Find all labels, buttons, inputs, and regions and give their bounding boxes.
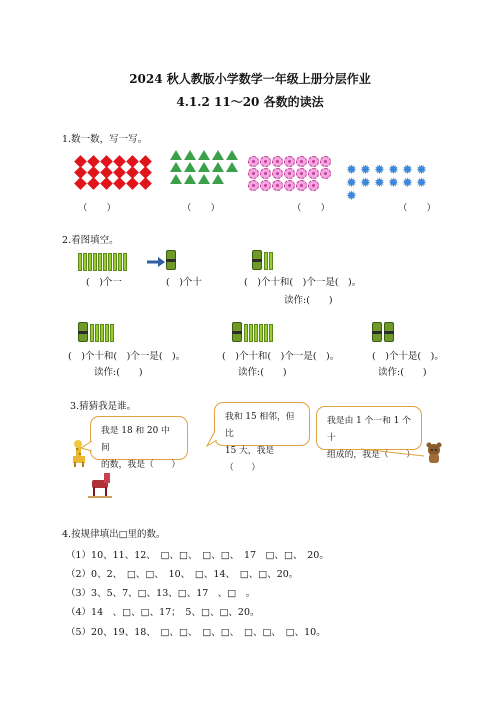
q2-prompt: 2.看图填空。 bbox=[62, 235, 119, 246]
rod-icon bbox=[118, 253, 122, 271]
giraffe-icon bbox=[68, 440, 90, 468]
q1-blank-2[interactable]: （ ） bbox=[182, 203, 221, 214]
blue-gear-icon: ✹ bbox=[346, 176, 357, 191]
blue-gear-icon: ✹ bbox=[388, 176, 399, 191]
green-triangle-icon bbox=[184, 162, 196, 172]
pink-flower-icon bbox=[320, 156, 331, 167]
pink-flower-icon bbox=[284, 180, 295, 191]
blue-gear-group bbox=[346, 164, 430, 203]
blue-gear-icon: ✹ bbox=[416, 163, 427, 178]
rod-icon bbox=[113, 253, 117, 271]
pink-flower-icon bbox=[248, 156, 259, 167]
green-triangle-icon bbox=[170, 174, 182, 184]
q2-row1-read: 读作:( ) bbox=[284, 295, 333, 306]
blue-gear-icon: ✹ bbox=[374, 163, 385, 178]
bundle-group-1 bbox=[78, 322, 115, 342]
page-title: 2024 秋人教版小学数学一年级上册分层作业 bbox=[129, 72, 371, 86]
pink-flower-icon bbox=[308, 168, 319, 179]
bundle-one bbox=[166, 250, 178, 270]
bubble1-line1: 我是 18 和 20 中间 bbox=[101, 426, 170, 453]
green-triangle-icon bbox=[184, 174, 196, 184]
rod-icon bbox=[123, 253, 127, 271]
q2-row2-c-read: 读作:( ) bbox=[378, 367, 427, 378]
pink-flower-icon bbox=[272, 168, 283, 179]
rod-icon bbox=[105, 324, 109, 342]
pink-flower-icon bbox=[284, 156, 295, 167]
blue-gear-icon: ✹ bbox=[416, 176, 427, 191]
green-triangle-icon bbox=[212, 174, 224, 184]
red-diamond-icon bbox=[126, 177, 139, 190]
red-diamond-group bbox=[74, 155, 152, 188]
pink-flower-icon bbox=[260, 156, 271, 167]
blue-gear-icon: ✹ bbox=[346, 163, 357, 178]
q4-line-3[interactable]: （3）3、5、7、□、13、□、17 、□ 。 bbox=[66, 588, 256, 599]
green-triangle-icon bbox=[198, 150, 210, 160]
pink-flower-icon bbox=[296, 156, 307, 167]
rod-icon bbox=[83, 253, 87, 271]
rod-icon bbox=[93, 253, 97, 271]
pink-flower-icon bbox=[248, 168, 259, 179]
red-diamond-icon bbox=[139, 177, 152, 190]
pink-flower-icon bbox=[248, 180, 259, 191]
bundle-icon bbox=[78, 322, 88, 342]
q1-blank-3[interactable]: （ ） bbox=[292, 203, 331, 214]
bubble2-line2[interactable]: 15 大，我是（ ） bbox=[225, 446, 275, 473]
pink-flower-icon bbox=[272, 180, 283, 191]
rod-icon bbox=[78, 253, 82, 271]
speech-bubble-2 bbox=[214, 402, 310, 473]
q2-row2-a: ( )个十和( )个一是( )。 bbox=[68, 351, 186, 362]
rod-icon bbox=[90, 324, 94, 342]
pink-flower-icon bbox=[308, 156, 319, 167]
rod-icon bbox=[103, 253, 107, 271]
pink-flower-icon bbox=[284, 168, 295, 179]
bubble3-line1: 我是由 1 个一和 1 个十 bbox=[327, 416, 411, 443]
q2-row2-c: ( )个十是( )。 bbox=[372, 351, 444, 362]
bundle-icon bbox=[252, 250, 262, 270]
rod-icon bbox=[264, 252, 268, 270]
pink-flower-icon bbox=[320, 168, 331, 179]
blue-gear-icon: ✹ bbox=[402, 163, 413, 178]
green-triangle-icon bbox=[184, 150, 196, 160]
q2-row1-a: ( )个一 bbox=[86, 277, 122, 288]
q4-line-5[interactable]: （5）20、19、18、 □、□、 □、□、 □、□、 □、10。 bbox=[66, 627, 326, 638]
bundle-icon bbox=[166, 250, 176, 270]
rods-ten-loose bbox=[78, 252, 128, 271]
q2-row2-a-read: 读作:( ) bbox=[94, 367, 143, 378]
blue-gear-icon: ✹ bbox=[360, 163, 371, 178]
blue-gear-icon: ✹ bbox=[374, 176, 385, 191]
pink-flower-icon bbox=[272, 156, 283, 167]
rod-icon bbox=[269, 252, 273, 270]
q4-line-1[interactable]: （1）10、11、12、 □、□、 □、□、 17 □、□、 20。 bbox=[66, 550, 329, 561]
pink-flower-icon bbox=[308, 180, 319, 191]
bubble-tail-icon bbox=[360, 448, 426, 458]
bubble-tail-icon bbox=[206, 430, 218, 448]
rod-icon bbox=[95, 324, 99, 342]
rod-icon bbox=[100, 324, 104, 342]
blue-gear-icon: ✹ bbox=[346, 189, 357, 204]
pink-flower-icon bbox=[260, 180, 271, 191]
q1-blank-1[interactable]: （ ） bbox=[78, 203, 117, 214]
arrow-right-icon bbox=[146, 256, 166, 268]
pink-flower-group bbox=[248, 156, 332, 192]
pink-flower-icon bbox=[260, 168, 271, 179]
rod-icon bbox=[249, 324, 253, 342]
rod-icon bbox=[108, 253, 112, 271]
pink-flower-icon bbox=[296, 168, 307, 179]
green-triangle-icon bbox=[212, 162, 224, 172]
rod-icon bbox=[259, 324, 263, 342]
bubble1-line2[interactable]: 的数，我是（ ） bbox=[101, 460, 181, 470]
q4-line-2[interactable]: （2）0、2、 □、□、 10、 □、14、 □、□、20。 bbox=[66, 569, 299, 580]
green-triangle-group bbox=[170, 150, 240, 186]
red-diamond-icon bbox=[87, 177, 100, 190]
q2-row1-c: ( )个十和( )个一是( )。 bbox=[244, 277, 362, 288]
rod-icon bbox=[254, 324, 258, 342]
green-triangle-icon bbox=[198, 174, 210, 184]
pink-flower-icon bbox=[296, 180, 307, 191]
bundle-icon bbox=[384, 322, 394, 342]
bubble3-line2[interactable]: 组成的，我是（ ） bbox=[327, 450, 415, 460]
rod-icon bbox=[269, 324, 273, 342]
bundle-group-3 bbox=[372, 322, 396, 342]
rod-icon bbox=[244, 324, 248, 342]
horse-toy-icon bbox=[86, 470, 114, 500]
blue-gear-icon: ✹ bbox=[402, 176, 413, 191]
green-triangle-icon bbox=[170, 150, 182, 160]
blue-gear-icon: ✹ bbox=[360, 176, 371, 191]
green-triangle-icon bbox=[226, 150, 238, 160]
page-subtitle: 4.1.2 11～20 各数的读法 bbox=[176, 95, 324, 109]
bundle-icon bbox=[232, 322, 242, 342]
green-triangle-icon bbox=[226, 162, 238, 172]
rod-icon bbox=[88, 253, 92, 271]
bear-icon bbox=[424, 442, 444, 464]
q4-line-4[interactable]: （4）14 、□、□、17； 5、□、□、20。 bbox=[66, 607, 260, 618]
rod-icon bbox=[110, 324, 114, 342]
q2-row2-b: ( )个十和( )个一是( )。 bbox=[222, 351, 340, 362]
q1-prompt: 1.数一数，写一写。 bbox=[62, 134, 148, 145]
green-triangle-icon bbox=[170, 162, 182, 172]
bundle-group-2 bbox=[232, 322, 274, 342]
blue-gear-icon: ✹ bbox=[388, 163, 399, 178]
rod-icon bbox=[98, 253, 102, 271]
speech-bubble-1 bbox=[90, 416, 188, 470]
bundle-icon bbox=[372, 322, 382, 342]
q4-prompt: 4.按规律填出□里的数。 bbox=[62, 529, 166, 540]
q2-row2-b-read: 读作:( ) bbox=[238, 367, 287, 378]
rod-icon bbox=[264, 324, 268, 342]
green-triangle-icon bbox=[212, 150, 224, 160]
red-diamond-icon bbox=[100, 177, 113, 190]
q2-row1-b: ( )个十 bbox=[166, 277, 202, 288]
q3-prompt: 3.猜猜我是谁。 bbox=[70, 401, 137, 412]
speech-bubble-3 bbox=[316, 406, 422, 460]
red-diamond-icon bbox=[113, 177, 126, 190]
bubble2-line1: 我和 15 相邻，但比 bbox=[225, 412, 295, 439]
green-triangle-icon bbox=[198, 162, 210, 172]
bundle-and-rods bbox=[252, 250, 274, 270]
red-diamond-icon bbox=[74, 177, 87, 190]
q1-blank-4[interactable]: （ ） bbox=[398, 203, 437, 214]
